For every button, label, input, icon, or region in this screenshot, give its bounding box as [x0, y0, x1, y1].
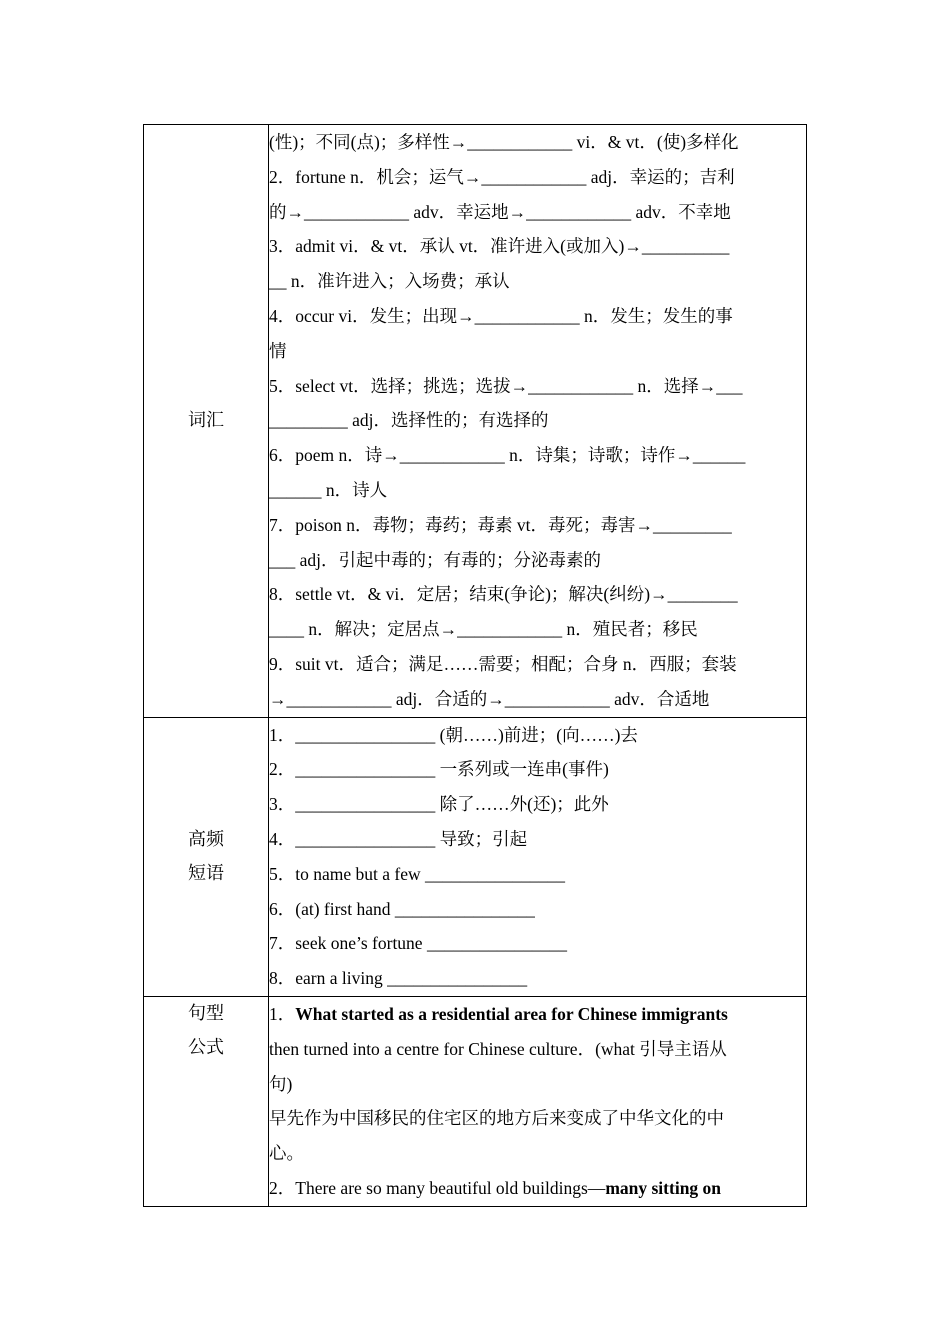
vocab-line: 6．poem n．诗→____________ n．诗集；诗歌；诗作→______ [269, 445, 746, 466]
sentence-line [269, 1171, 806, 1206]
phrase-line: 5．to name but a few ________________ [269, 863, 565, 884]
vocab-line: 3．admit vi．& vt．承认 vt．准许进入(或加入)→__________ [269, 236, 730, 257]
sentences-label-text: 句型 [188, 1002, 224, 1024]
vocab-line: 9．suit vt．适合；满足……需要；相配；合身 n．西服；套装 [269, 653, 737, 674]
vocab-line: 5．select vt．选择；挑选；选拔→____________ n．选择→___ [269, 375, 743, 396]
sentence-plain: 2．There are so many beautiful old buildings— [269, 1177, 606, 1198]
vocab-line: _________ adj．选择性的；有选择的 [269, 410, 549, 431]
phrase-line: 7．seek one’s fortune ________________ [269, 933, 567, 954]
phrase-line: 2．________________ 一系列或一连串(事件) [269, 759, 609, 780]
phrase-line: 3．________________ 除了……外(还)；此外 [269, 794, 609, 815]
vocabulary-row [144, 125, 807, 718]
vocabulary-label-text: 词汇 [188, 409, 224, 431]
phrase-line: 1．________________ (朝……)前进；(向……)去 [269, 724, 638, 745]
phrase-line: 6．(at) first hand ________________ [269, 898, 535, 919]
phrases-content [269, 717, 807, 996]
sentence-bold: What started as a residential area for Chinese immigrants [295, 1003, 728, 1024]
phrases-label [144, 717, 269, 996]
sentences-label-text: 公式 [188, 1036, 224, 1058]
phrase-line: 8．earn a living ________________ [269, 968, 528, 989]
vocab-line: 8．settle vt．& vi．定居；结束(争论)；解决(纠纷)→________ [269, 584, 738, 605]
sentences-content [269, 996, 807, 1206]
vocab-line: ___ adj．引起中毒的；有毒的；分泌毒素的 [269, 549, 602, 570]
vocab-line: __ n．准许进入；入场费；承认 [269, 271, 510, 292]
vocab-line: 4．occur vi．发生；出现→____________ n．发生；发生的事 [269, 305, 733, 326]
vocabulary-label [144, 125, 269, 718]
phrases-label-text: 短语 [188, 862, 224, 884]
vocab-line: ______ n．诗人 [269, 479, 388, 500]
sentences-label [144, 996, 269, 1206]
vocab-line: 情 [269, 340, 287, 361]
vocab-line: 的→____________ adv．幸运地→____________ adv．不幸地 [269, 201, 731, 222]
sentence-line: 早先作为中国移民的住宅区的地方后来变成了中华文化的中 [269, 1108, 724, 1129]
sentence-line [269, 997, 806, 1032]
vocabulary-content [269, 125, 807, 718]
vocab-line: 2．fortune n．机会；运气→____________ adj．幸运的；吉利 [269, 166, 735, 187]
vocab-line: 7．poison n．毒物；毒药；毒素 vt．毒死；毒害→_________ [269, 514, 732, 535]
phrases-row [144, 717, 807, 996]
sentence-bold: many sitting on [605, 1177, 722, 1198]
sentence-number: 1． [269, 1003, 296, 1024]
phrases-label-text: 高频 [188, 828, 224, 850]
sentence-line: 心。 [269, 1143, 304, 1164]
sentence-line: then turned into a centre for Chinese culture．(what 引导主语从 [269, 1038, 727, 1059]
phrase-line: 4．________________ 导致；引起 [269, 828, 528, 849]
sentences-row [144, 996, 807, 1206]
vocab-line: ____ n．解决；定居点→____________ n．殖民者；移民 [269, 619, 698, 640]
vocab-line: →____________ adj．合适的→____________ adv．合适地 [269, 688, 710, 709]
vocab-line: (性)；不同(点)；多样性→____________ vi．& vt．(使)多样化 [269, 132, 739, 152]
study-table [143, 124, 807, 1207]
sentence-line: 句) [269, 1073, 293, 1094]
